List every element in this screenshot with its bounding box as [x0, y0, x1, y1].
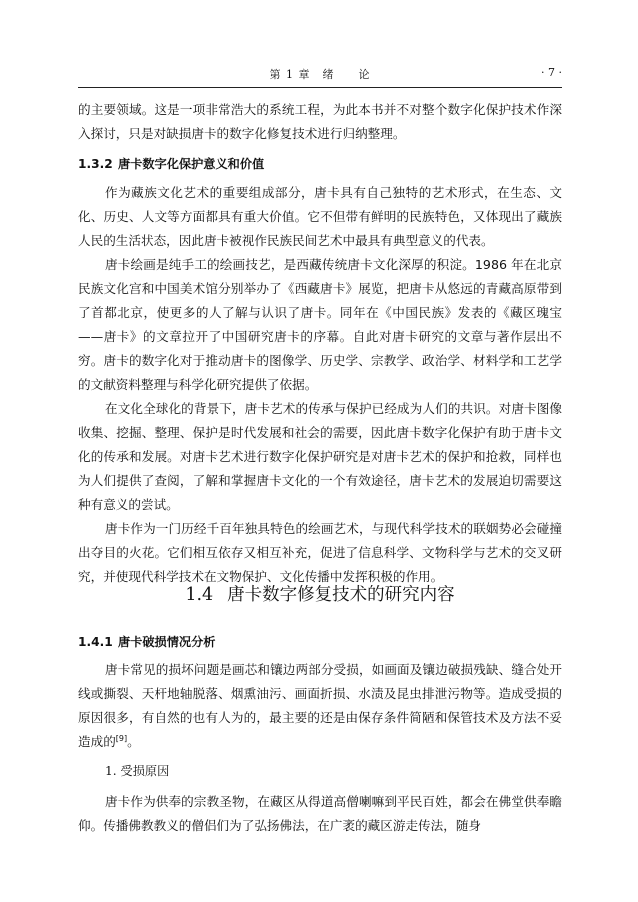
section-title: 唐卡数字修复技术的研究内容 — [227, 585, 455, 605]
subsection-title: 唐卡破损情况分析 — [118, 635, 216, 649]
paragraph: 唐卡绘画是纯手工的绘画技艺，是西藏传统唐卡文化深厚的积淀。1986 年在北京民族文化宫和中国美术馆分别举办了《西藏唐卡》展览，把唐卡从悠远的青藏高原带到了首都北京，使更多的人了解与认识了唐卡。同年在《中国民族》发表的《藏区瑰宝——唐卡》的文章拉开了中国研究唐卡的序幕。自此对唐卡研究的文章与著作层出不穷。唐卡的数字化对于推动唐卡的图像学、历史学、宗教学、政治学、材料学和工艺学的文献资料整理与科学化研究提供了依据。 — [78, 257, 562, 392]
item-label: 1. 受损原因 — [105, 764, 170, 778]
intro-block — [78, 98, 562, 146]
section-number: 1.4 — [185, 585, 214, 605]
subsection-heading-1-4-1 — [78, 633, 562, 650]
section-1-3-2-body — [78, 181, 562, 589]
paragraph: 作为藏族文化艺术的重要组成部分，唐卡具有自己独特的艺术形式，在生态、文化、历史、人文等方面都具有重大价值。它不但带有鲜明的民族特色，又体现出了藏族人民的生活状态，因此唐卡被视作民族民间艺术中最具有典型意义的代表。 — [78, 185, 562, 248]
section-heading-1-4 — [78, 581, 562, 606]
paragraph-text: 唐卡常见的损坏问题是画芯和镶边两部分受损，如画面及镶边破损残缺、缝合处开线或撕裂、天杆地轴脱落、烟熏油污、画面折损、水渍及昆虫排泄污物等。造成受损的原因很多，有自然的也有人为的，最主要的还是由保存条件简陋和保管技术及方法不妥造成的 — [78, 662, 562, 749]
page-number: · 7 · — [541, 66, 562, 79]
header-rule — [78, 87, 562, 88]
paragraph: 唐卡作为一门历经千百年独具特色的绘画艺术，与现代科学技术的联姻势必会碰撞出夺目的火花。它们相互依存又相互补充，促进了信息科学、文物科学与艺术的交叉研究，并使现代科学技术在文物保护、文化传播中发挥积极的作用。 — [78, 521, 562, 584]
intro-paragraph: 的主要领域。这是一项非常浩大的系统工程，为此本书并不对整个数字化保护技术作深入探讨，只是对缺损唐卡的数字化修复技术进行归纳整理。 — [78, 102, 562, 141]
paragraph — [78, 658, 562, 754]
subsection-number: 1.4.1 — [78, 635, 113, 649]
paragraph: 在文化全球化的背景下，唐卡艺术的传承与保护已经成为人们的共识。对唐卡图像收集、挖掘、整理、保护是时代发展和社会的需要，因此唐卡数字化保护有助于唐卡文化的传承和发展。对唐卡艺术进行数字化保护研究是对唐卡艺术的保护和抢救，同样也为人们提供了查阅，了解和掌握唐卡文化的一个有效途径，唐卡艺术的发展迫切需要这种有意义的尝试。 — [78, 401, 562, 512]
chapter-title: 第 1 章 绪 论 — [269, 68, 371, 81]
citation: [9] — [115, 733, 128, 743]
running-header — [78, 66, 562, 86]
section-1-4-1-body — [78, 658, 562, 754]
subsection-heading-1-3-2 — [78, 155, 562, 172]
subsection-title: 唐卡数字化保护意义和价值 — [118, 157, 265, 171]
paragraph-end: 。 — [127, 734, 140, 749]
paragraph: 唐卡作为供奉的宗教圣物，在藏区从得道高僧喇嘛到平民百姓，都会在佛堂供奉瞻仰。传播佛教教义的僧侣们为了弘扬佛法，在广袤的藏区游走传法，随身 — [78, 794, 562, 833]
section-1-4-1-body-continued — [78, 790, 562, 838]
subsection-number: 1.3.2 — [78, 157, 113, 171]
